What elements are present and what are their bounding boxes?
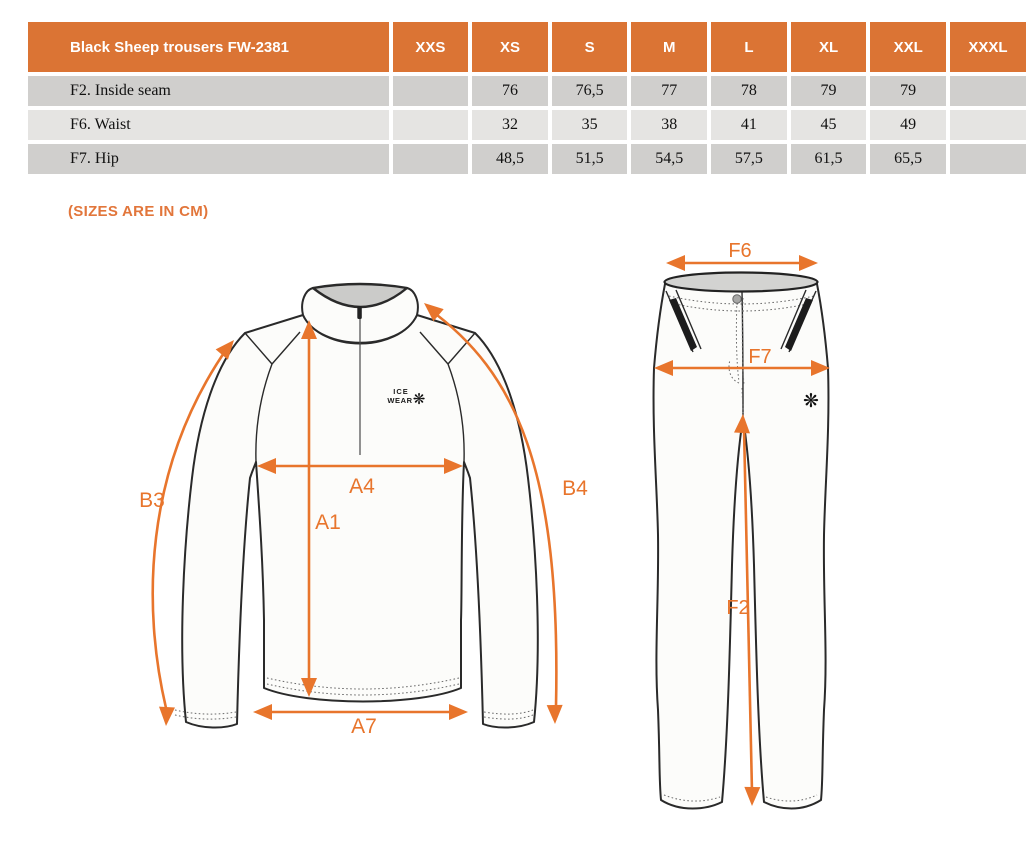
cell [950,110,1026,140]
size-table-header-row [28,22,1026,72]
product-title: Black Sheep trousers FW-2381 [28,22,389,72]
measurement-label-b3: B3 [139,489,165,512]
row-label: F6. Waist [28,110,389,140]
measurement-label-a4: A4 [349,475,375,498]
cell: 32 [472,110,548,140]
measurement-label-f7: F7 [748,346,772,368]
column-header-xxxl: XXXL [950,22,1026,72]
measurement-label-a1: A1 [315,511,341,534]
column-header-l: L [711,22,787,72]
cell: 54,5 [631,144,707,174]
cell: 61,5 [791,144,867,174]
cell: 51,5 [552,144,628,174]
column-header-xxs: XXS [393,22,469,72]
cell: 48,5 [472,144,548,174]
cell: 76 [472,76,548,106]
cell: 79 [870,76,946,106]
snowflake-icon: ❋ [412,391,426,408]
cell: 35 [552,110,628,140]
icewear-logo [387,387,425,408]
shirt-technical-drawing [118,268,612,748]
measurement-label-f6: F6 [728,240,752,262]
column-header-m: M [631,22,707,72]
row-label: F2. Inside seam [28,76,389,106]
cell: 65,5 [870,144,946,174]
cell [393,110,469,140]
table-row-hip [28,144,1026,174]
measurement-label-b4: B4 [562,477,588,500]
cell [950,76,1026,106]
cell [393,144,469,174]
trousers-technical-drawing [628,236,862,832]
column-header-s: S [552,22,628,72]
column-header-xxl: XXL [870,22,946,72]
row-label: F7. Hip [28,144,389,174]
snowflake-icon: ❋ [803,391,819,412]
cell: 49 [870,110,946,140]
cell [950,144,1026,174]
column-header-xs: XS [472,22,548,72]
cell: 57,5 [711,144,787,174]
waistband-opening [665,273,818,292]
size-table [24,18,1030,178]
cell: 77 [631,76,707,106]
trousers-outline [654,273,829,809]
measurement-label-a7: A7 [351,715,377,738]
cell: 76,5 [552,76,628,106]
column-header-xl: XL [791,22,867,72]
trousers-body [654,284,829,809]
cell [393,76,469,106]
table-row-inside-seam [28,76,1026,106]
cell: 38 [631,110,707,140]
waist-button [733,295,741,303]
measurement-label-f2: F2 [726,597,750,619]
cell: 79 [791,76,867,106]
units-note: (SIZES ARE IN CM) [68,203,209,220]
logo-text-line1: ICE [393,387,409,396]
zipper-pull [357,306,362,319]
cell: 41 [711,110,787,140]
table-row-waist [28,110,1026,140]
logo-text-line2: WEAR [387,396,413,405]
cell: 45 [791,110,867,140]
cell: 78 [711,76,787,106]
